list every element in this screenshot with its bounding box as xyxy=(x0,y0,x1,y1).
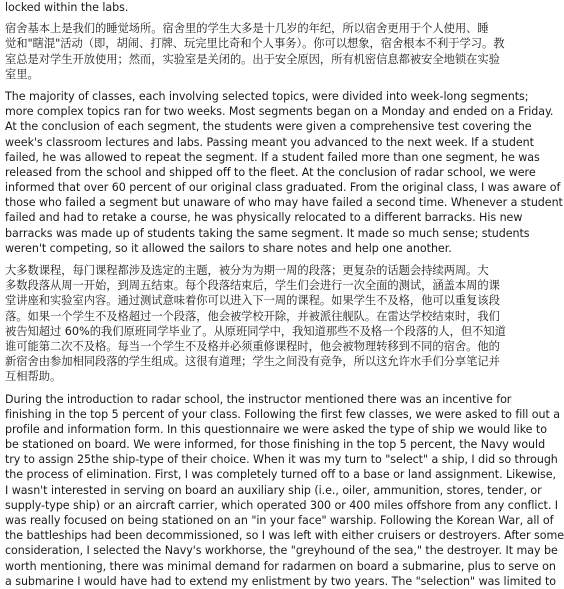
text-line: those who failed a segment but unaware of who may have failed a second time. Whenever a student xyxy=(5,196,563,210)
text-line: The majority of classes, each involving selected topics, were divided into week-long segments; xyxy=(5,89,529,103)
paragraph-chinese-classes xyxy=(5,263,506,385)
text-line: 新宿舍由参加相同段落的学生组成。这很有道理；学生之间没有竞争，所以这允许水手们分享笔记并 xyxy=(5,355,500,369)
text-line: supply-type ship) or an aircraft carrier, which operated 300 or 400 miles offshore from any conflict. I xyxy=(5,498,558,512)
text-line: the process of elimination. First, I was completely turned off to a base or land assignment. Likewise, xyxy=(5,468,556,482)
text-line: locked within the labs. xyxy=(5,1,129,14)
text-line: 室里。 xyxy=(5,67,39,81)
text-line: 被告知超过 60%的我们原班同学毕业了。从原班同学中，我知道那些不及格一个段落的人，但不知道 xyxy=(5,324,506,338)
text-line: more complex topics ran for two weeks. Most segments began on a Monday and ended on a Friday. xyxy=(5,105,554,119)
paragraph-continuation xyxy=(5,0,497,15)
paragraph-english-radar-school xyxy=(5,392,564,589)
text-line: released from the school and shipped off to the fleet. At the conclusion of radar school, we were xyxy=(5,165,536,179)
text-line: weren't competing, so it allowed the sailors to share notes and help one another. xyxy=(5,241,452,255)
text-line: week's classroom lectures and labs. Passing meant you advanced to the next week. If a student xyxy=(5,135,534,149)
text-line: profile and information form. In this questionnaire we were asked the type of ship we would like to xyxy=(5,422,547,436)
text-line: informed that over 60 percent of our original class graduated. From the original class, I was aware of xyxy=(5,181,561,195)
text-line: be stationed on board. We were informed, for those finishing in the top 5 percent, the Navy would xyxy=(5,438,546,452)
text-line: consideration, I selected the Navy's workhorse, the "greyhound of the sea," the destroyer. It may be xyxy=(5,544,558,558)
text-line: I wasn't interested in serving on board an auxiliary ship (i.e., oiler, ammunition, stores, tender, or xyxy=(5,483,542,497)
text-line: At the conclusion of each segment, the students were given a comprehensive test covering the xyxy=(5,120,532,134)
paragraph-english-classes xyxy=(5,89,563,256)
text-line: 落。如果一个学生不及格超过一个段落，他会被学校开除，并被派往舰队。在雷达学校结束时，我们 xyxy=(5,309,500,323)
text-line: was really focused on being stationed on an "in your face" warship. Following the Korean War, all of xyxy=(5,514,554,527)
text-line: failed, he was allowed to repeat the segment. If a student failed more than one segment, he was xyxy=(5,150,540,164)
text-line: 堂讲座和实验室内容。通过测试意味着你可以进入下一周的课程。如果学生不及格，他可以重复该段 xyxy=(5,294,500,308)
text-line: 多数段落从周一开始，到周五结束。每个段落结束后，学生们会进行一次全面的测试，涵盖本周的课 xyxy=(5,279,500,293)
text-line: 觉和"瞎混"活动（即，胡闹、打牌、玩完里比奇和个人事务）。你可以想象，宿舍根本不利于学习。教 xyxy=(5,37,505,51)
text-line: failed and had to retake a course, he was physically relocated to a different barracks. His new xyxy=(5,211,523,225)
text-line: barracks was made up of students taking the same segment. It made so much sense; students xyxy=(5,226,530,240)
text-line: a submarine I would have had to extend my enlistment by two years. The "selection" was limited to xyxy=(5,574,556,588)
text-line: 谁可能第二次不及格。每当一个学生不及格并必须重修课程时，他会被物理转移到不同的宿舍。他的 xyxy=(5,339,500,353)
text-line: try to assign 25the ship-type of their choice. When it was my turn to "select" a ship, I did so through xyxy=(5,453,558,467)
text-line: the battleships had been decommissioned, so I was left with either cruisers or destroyers. After some xyxy=(5,529,564,543)
text-line: 室总是对学生开放使用；然而，实验室是关闭的。出于安全原因，所有机密信息都被安全地锁在实验 xyxy=(5,52,500,66)
text-line: During the introduction to radar school, the instructor mentioned there was an incentive for xyxy=(5,392,512,406)
document-page xyxy=(5,0,564,589)
text-line: 大多数课程，每门课程都涉及选定的主题，被分为为期一周的段落；更复杂的话题会持续两周。大 xyxy=(5,264,489,277)
text-line: finishing in the top 5 percent of your class. Following the first few classes, we were asked to fill out a xyxy=(5,407,561,421)
text-line: worth mentioning, there was minimal demand for radarmen on board a submarine, plus to serve on xyxy=(5,559,556,573)
text-line: 互相帮助。 xyxy=(5,370,62,384)
text-line: 宿舍基本上是我们的睡觉场所。宿舍里的学生大多是十几岁的年纪，所以宿舍更用于个人使用、睡 xyxy=(5,22,489,36)
paragraph-chinese-dormitory xyxy=(5,21,505,82)
